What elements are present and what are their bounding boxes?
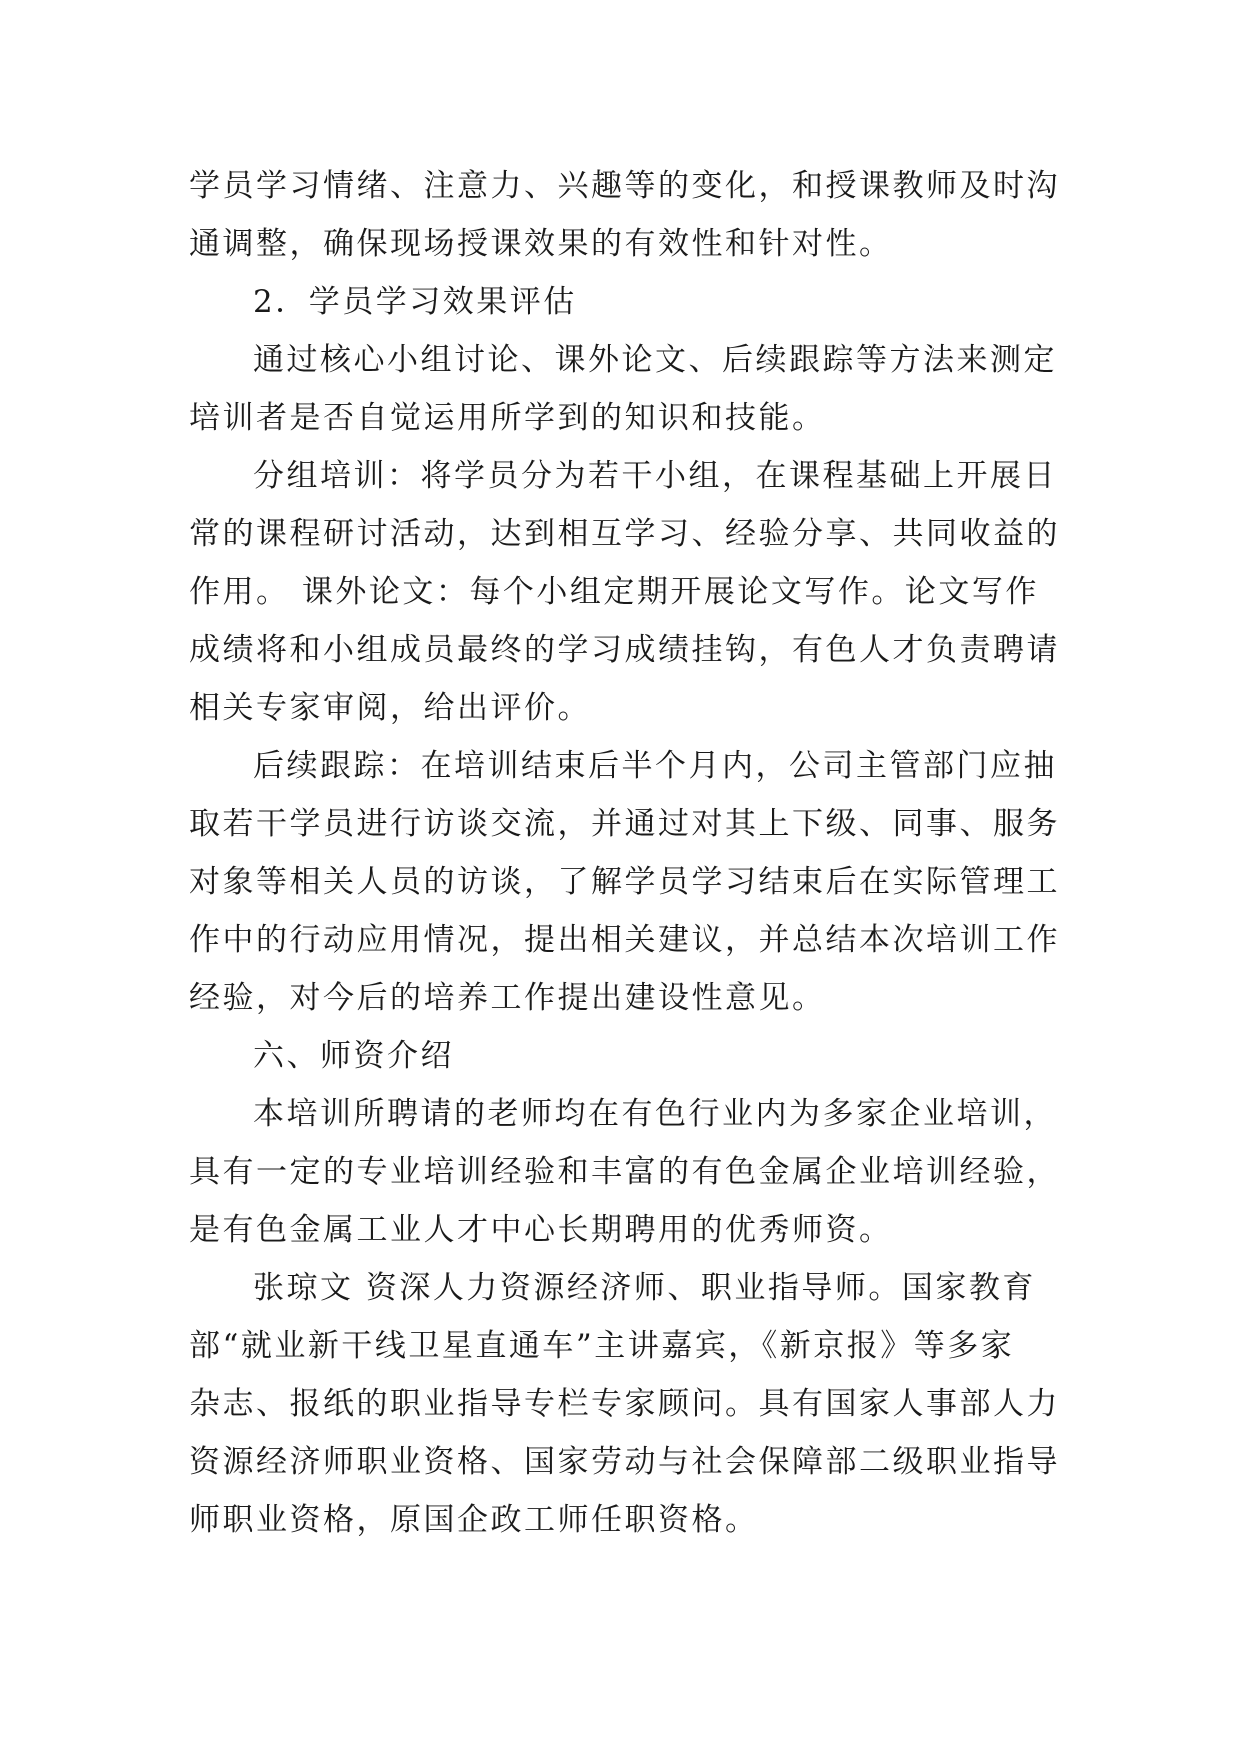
text-line: 张琼文 资深人力资源经济师、职业指导师。国家教育 (253, 1270, 1036, 1306)
text-line: 成绩将和小组成员最终的学习成绩挂钩，有色人才负责聘请 (189, 632, 1060, 668)
text-line: 相关专家审阅，给出评价。 (189, 690, 591, 726)
text-line: 培训者是否自觉运用所学到的知识和技能。 (189, 400, 826, 436)
text-line: 六、师资介绍 (253, 1038, 454, 1074)
text-line: 常的课程研讨活动，达到相互学习、经验分享、共同收益的 (189, 516, 1060, 552)
text-line: 取若干学员进行访谈交流，并通过对其上下级、同事、服务 (189, 806, 1060, 842)
body-text (189, 157, 1059, 1549)
text-line: 资源经济师职业资格、国家劳动与社会保障部二级职业指导 (189, 1444, 1060, 1480)
text-line: 作中的行动应用情况，提出相关建议，并总结本次培训工作 (189, 922, 1060, 958)
text-line: 2．学员学习效果评估 (253, 284, 577, 320)
text-line: 通过核心小组讨论、课外论文、后续跟踪等方法来测定 (253, 342, 1057, 378)
text-line: 作用。 课外论文：每个小组定期开展论文写作。论文写作 (189, 574, 1039, 610)
text-line: 部“就业新干线卫星直通车”主讲嘉宾，《新京报》等多家 (189, 1328, 1015, 1364)
text-line: 分组培训：将学员分为若干小组，在课程基础上开展日 (253, 458, 1057, 494)
text-line: 经验，对今后的培养工作提出建设性意见。 (189, 980, 826, 1016)
text-line: 杂志、报纸的职业指导专栏专家顾问。具有国家人事部人力 (189, 1386, 1060, 1422)
text-line: 师职业资格，原国企政工师任职资格。 (189, 1502, 759, 1538)
text-line: 具有一定的专业培训经验和丰富的有色金属企业培训经验， (189, 1154, 1060, 1190)
text-line: 本培训所聘请的老师均在有色行业内为多家企业培训， (253, 1096, 1057, 1132)
text-line: 学员学习情绪、注意力、兴趣等的变化，和授课教师及时沟 (189, 168, 1060, 204)
text-line: 是有色金属工业人才中心长期聘用的优秀师资。 (189, 1212, 893, 1248)
text-line: 对象等相关人员的访谈，了解学员学习结束后在实际管理工 (189, 864, 1060, 900)
text-line: 后续跟踪：在培训结束后半个月内，公司主管部门应抽 (253, 748, 1057, 784)
text-line: 通调整，确保现场授课效果的有效性和针对性。 (189, 226, 893, 262)
